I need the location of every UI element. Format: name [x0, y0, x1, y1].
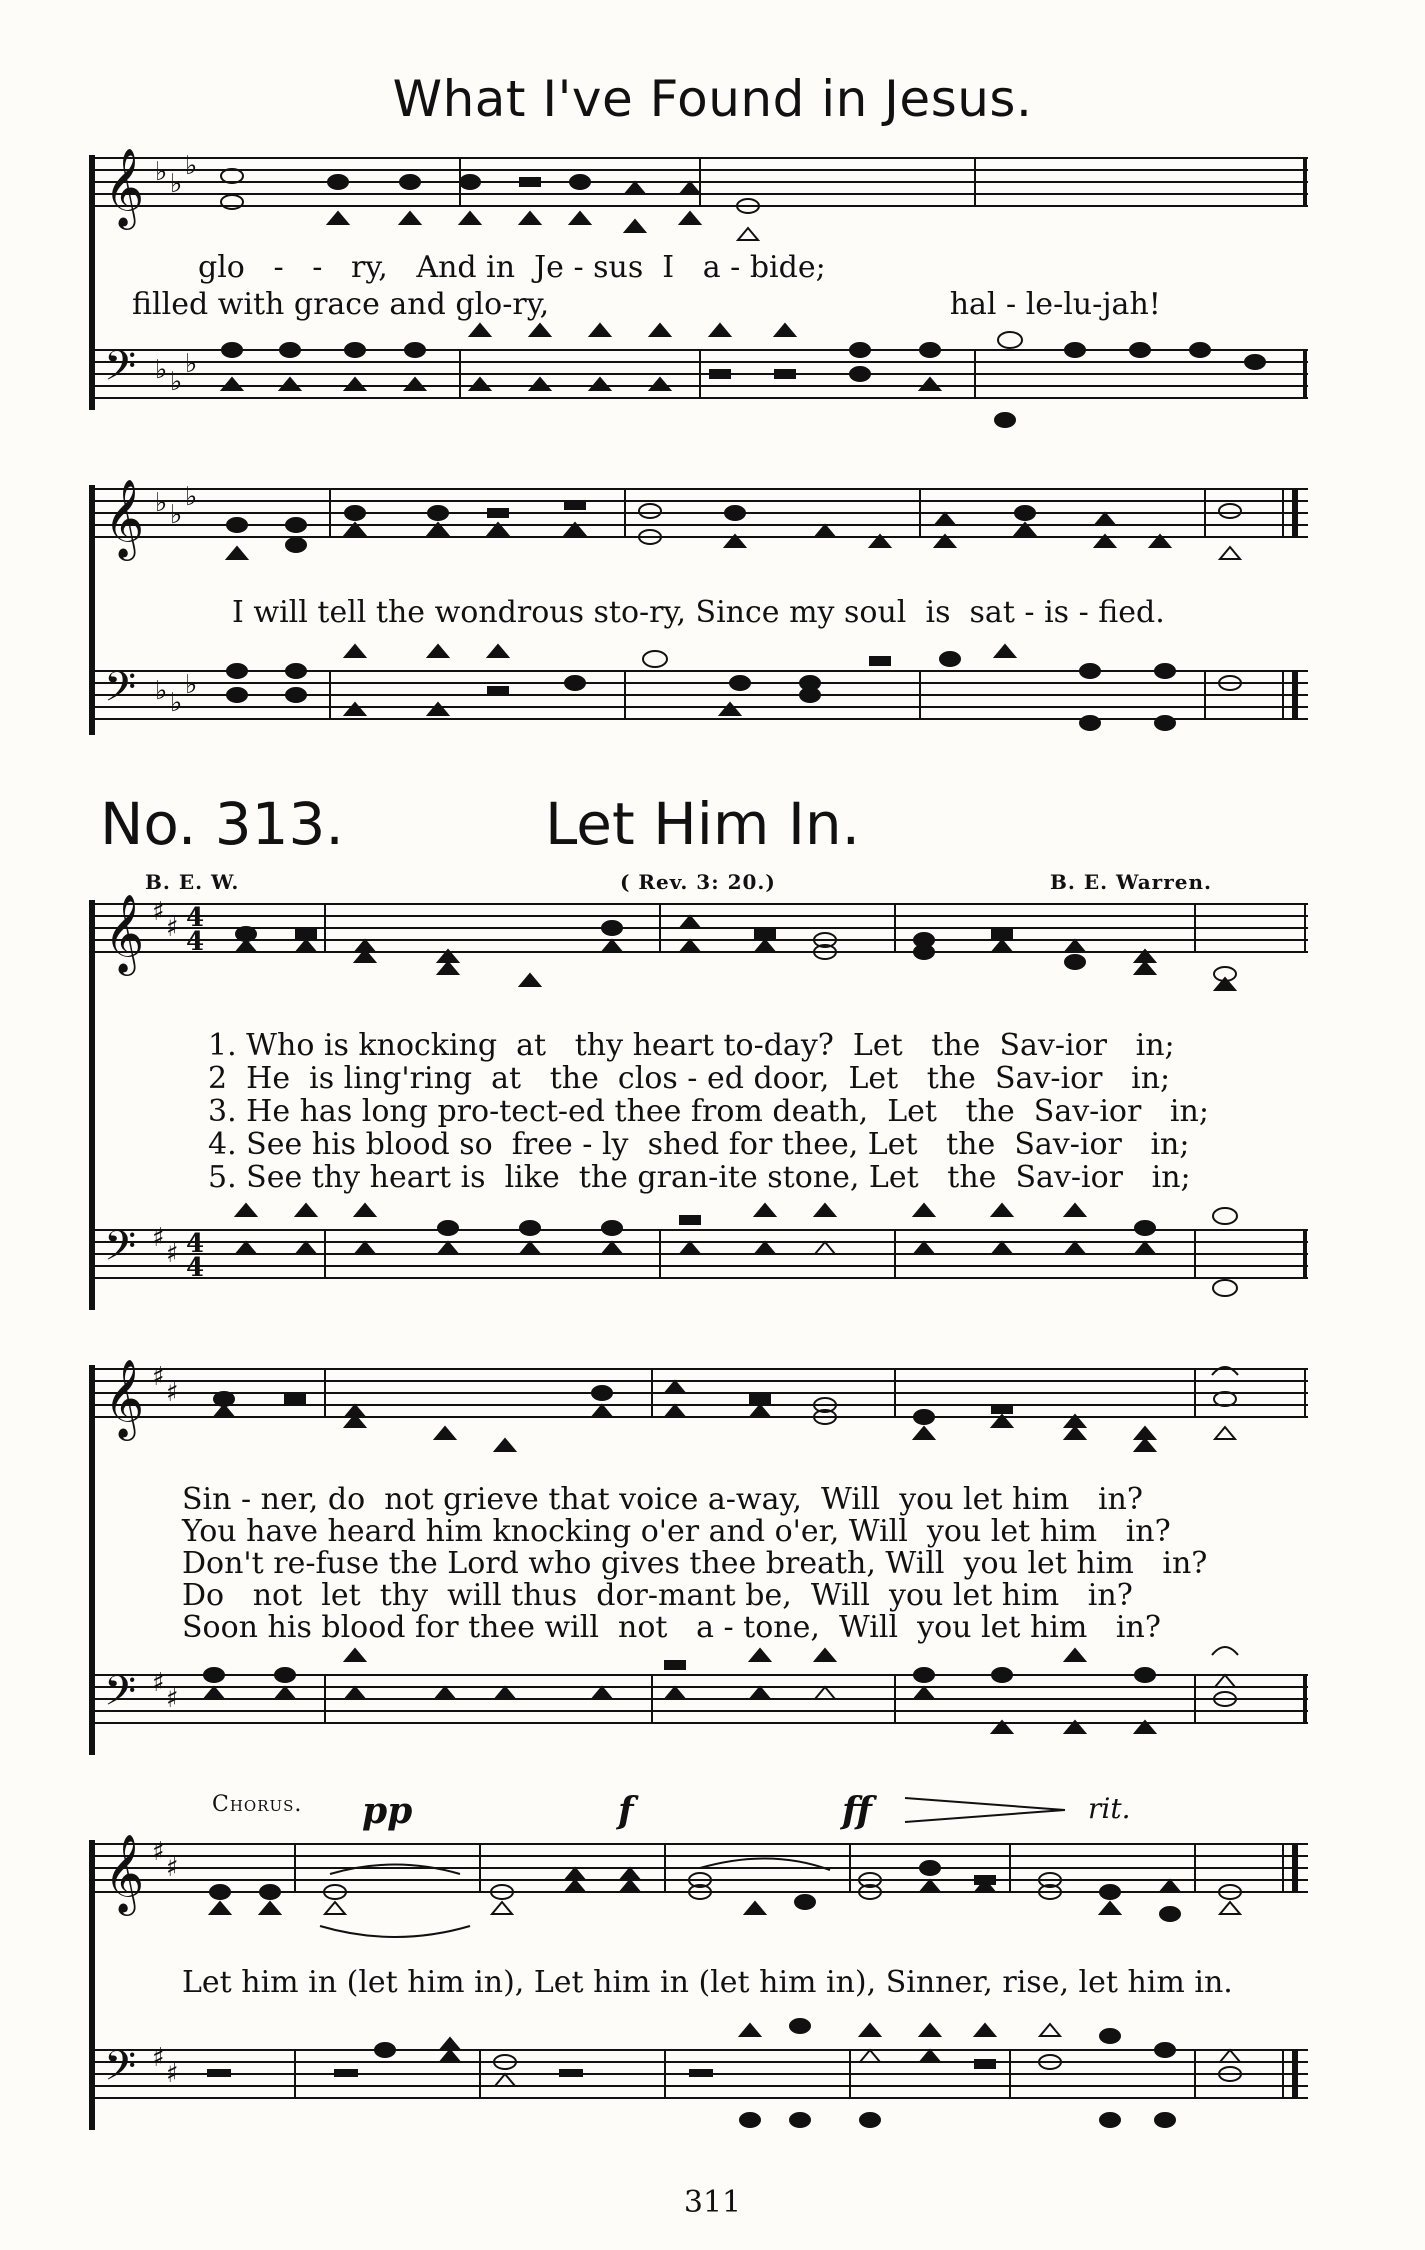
- continued-hymn-title: What I've Found in Jesus.: [392, 70, 1033, 128]
- verse-1-line-2: Sin - ner, do not grieve that voice a-way, Will you let him in?: [182, 1482, 1143, 1517]
- verse-2-line-2: You have heard him knocking o'er and o'er, Will you let him in?: [182, 1514, 1171, 1549]
- verse-3-line-1: 3. He has long pro-tect-ed thee from death, Let the Sav-ior in;: [208, 1094, 1209, 1129]
- svg-text:♯: ♯: [152, 1668, 165, 1698]
- music-credit: B. E. Warren.: [1050, 870, 1212, 894]
- words-credit: B. E. W.: [145, 870, 240, 894]
- verse-3-line-2: Don't re-fuse the Lord who gives thee breath, Will you let him in?: [182, 1546, 1208, 1581]
- continued-lyrics-line-1: glo - - ry, And in Je - sus I a - bide;: [198, 250, 826, 285]
- svg-text:♭: ♭: [155, 157, 168, 187]
- svg-text:𝄢: 𝄢: [104, 342, 137, 400]
- continued-lyrics-line-3: I will tell the wondrous sto-ry, Since my soul is sat - is - fied.: [232, 595, 1165, 630]
- svg-text:♯: ♯: [152, 1837, 165, 1867]
- verse-2-line-1: 2 He is ling'ring at the clos - ed door, Let the Sav-ior in;: [208, 1061, 1171, 1096]
- svg-text:𝄢: 𝄢: [104, 1667, 137, 1725]
- hymn-title: Let Him In.: [545, 790, 861, 858]
- dynamic-pp: pp: [362, 1790, 413, 1832]
- svg-text:♭: ♭: [170, 500, 183, 530]
- svg-text:♯: ♯: [152, 1362, 165, 1392]
- svg-text:♭: ♭: [170, 367, 183, 397]
- verse-1-line-1: 1. Who is knocking at thy heart to-day? Let the Sav-ior in;: [208, 1028, 1175, 1063]
- decrescendo-hairpin: [905, 1790, 1075, 1830]
- svg-text:4: 4: [186, 903, 205, 933]
- dynamic-ff: ff: [842, 1790, 872, 1832]
- svg-text:♯: ♯: [166, 1853, 179, 1883]
- svg-text:𝄞: 𝄞: [104, 1834, 145, 1913]
- svg-text:♭: ♭: [170, 688, 183, 718]
- verse-4-line-2: Do not let thy will thus dor-mant be, Will you let him in?: [182, 1578, 1133, 1613]
- svg-text:𝄞: 𝄞: [104, 479, 145, 558]
- svg-text:𝄞: 𝄞: [104, 1359, 145, 1438]
- svg-text:♯: ♯: [152, 897, 165, 927]
- scripture-reference: ( Rev. 3: 20.): [620, 870, 776, 894]
- svg-text:♯: ♯: [166, 1378, 179, 1408]
- dynamic-f: f: [618, 1790, 634, 1832]
- svg-text:♭: ♭: [170, 169, 183, 199]
- svg-text:♯: ♯: [166, 1684, 179, 1714]
- verse-lines-part-1: [208, 1028, 1308, 1198]
- verse-5-line-1: 5. See thy heart is like the gran-ite stone, Let the Sav-ior in;: [208, 1160, 1191, 1195]
- svg-text:♯: ♯: [152, 2043, 165, 2073]
- page-number: 311: [683, 2185, 742, 2220]
- svg-text:𝄞: 𝄞: [104, 148, 145, 227]
- svg-text:𝄢: 𝄢: [104, 2042, 137, 2100]
- svg-text:𝄢: 𝄢: [104, 1222, 137, 1280]
- hymn-number: No. 313.: [100, 790, 344, 858]
- svg-text:♯: ♯: [166, 913, 179, 943]
- svg-text:4: 4: [186, 927, 205, 957]
- verse-4-line-1: 4. See his blood so free - ly shed for thee, Let the Sav-ior in;: [208, 1127, 1190, 1162]
- svg-text:♭: ♭: [155, 355, 168, 385]
- svg-text:♭: ♭: [155, 488, 168, 518]
- svg-text:4: 4: [186, 1229, 205, 1259]
- svg-text:♭: ♭: [185, 670, 198, 700]
- ritardando-marking: rit.: [1088, 1792, 1131, 1825]
- svg-text:♭: ♭: [185, 482, 198, 512]
- verse-lines-part-2: [182, 1482, 1302, 1652]
- svg-text:♯: ♯: [166, 2059, 179, 2089]
- chorus-lyrics: Let him in (let him in), Let him in (let him in), Sinner, rise, let him in.: [182, 1965, 1233, 2000]
- verse-5-line-2: Soon his blood for thee will not a - tone, Will you let him in?: [182, 1610, 1161, 1645]
- svg-text:♭: ♭: [185, 349, 198, 379]
- chorus-label: Chorus.: [212, 1792, 303, 1817]
- svg-text:♭: ♭: [185, 151, 198, 181]
- svg-text:♯: ♯: [152, 1223, 165, 1253]
- svg-text:4: 4: [186, 1253, 205, 1283]
- svg-text:𝄢: 𝄢: [104, 663, 137, 721]
- svg-text:♯: ♯: [166, 1239, 179, 1269]
- continued-lyrics-line-2: filled with grace and glo-ry, hal - le-lu-jah!: [132, 287, 1161, 322]
- svg-text:𝄞: 𝄞: [104, 894, 145, 973]
- svg-text:♭: ♭: [155, 676, 168, 706]
